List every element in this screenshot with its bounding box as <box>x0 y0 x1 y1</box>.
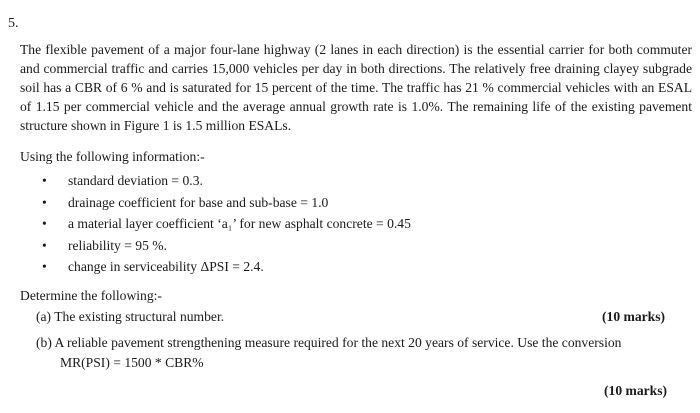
list-item-text: drainage coefficient for base and sub-base = 1.0 <box>68 194 329 210</box>
info-list <box>42 170 411 278</box>
problem-statement: The flexible pavement of a major four-lane highway (2 lanes in each direction) is the essential carrier for both commuter and commercial traffic and carries 15,000 vehicles per day in both directions. The relatively free draining clayey subgrade soil has a CBR of 6 % and is saturated for 15 percent of the time. The traffic has 21 % commercial vehicles with an ESAL of 1.15 per commercial vehicle and the average annual growth rate is 1.0%. The remaining life of the existing pavement structure shown in Figure 1 is 1.5 million ESALs. <box>20 42 692 133</box>
list-item-text: reliability = 95 %. <box>68 237 168 253</box>
part-a-text: (a) The existing structural number. <box>36 309 225 324</box>
bullet-icon: • <box>42 216 47 231</box>
bullet-icon: • <box>42 237 47 253</box>
list-item <box>42 235 411 257</box>
list-item <box>42 192 411 214</box>
part-b-formula: MR(PSI) = 1500 * CBR% <box>60 355 204 370</box>
bullet-icon: • <box>42 259 47 274</box>
info-intro: Using the following information:- <box>20 149 205 164</box>
list-item <box>42 170 411 192</box>
determine-intro: Determine the following:- <box>20 288 162 303</box>
bullet-icon: • <box>42 194 47 210</box>
part-b-text: (b) A reliable pavement strengthening measure required for the next 20 years of service. Use the conversion <box>36 335 622 350</box>
question-number: 5. <box>8 16 19 31</box>
bullet-icon: • <box>42 173 47 188</box>
part-b <box>36 333 692 373</box>
list-item <box>42 213 411 235</box>
list-item-text: standard deviation = 0.3. <box>68 173 203 188</box>
list-item-text: change in serviceability ΔPSI = 2.4. <box>68 259 264 274</box>
part-b-marks: (10 marks) <box>604 383 668 398</box>
list-item-text: a material layer coefficient ‘a₁’ for new asphalt concrete = 0.45 <box>68 216 411 231</box>
part-a-marks: (10 marks) <box>602 309 666 324</box>
list-item <box>42 256 411 278</box>
